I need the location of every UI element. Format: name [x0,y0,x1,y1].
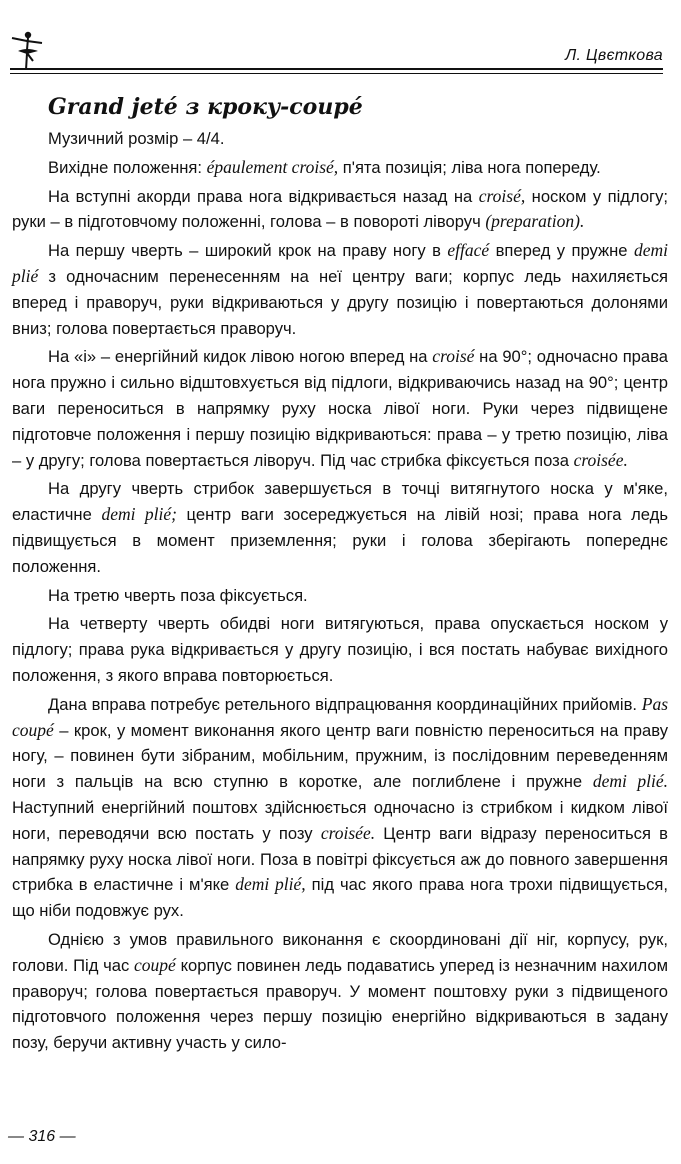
paragraph [12,927,668,1056]
paragraph-text: вперед у пружне [489,241,634,261]
paragraph: На третю чверть поза фіксується. [48,585,308,605]
paragraph-text: п'ята позиція; ліва нога попереду. [338,157,601,177]
paragraph-text: корпус повинен ледь подаватись уперед із незначним нахилом праворуч; голова повертається праворуч. У момент поштовху руки з підвищеного підготовчого положення через першу позицію енергійно відкриваються в задану позу, беручи активну участь у сило- [12,955,668,1053]
term-italic: croisé [432,346,475,367]
paragraph: На четверту чверть обидві ноги витягуються, права опускається носком у підлогу; права рука відкривається у другу позицію, і вся постать набуває вихідного положення, з якого вправа повторюється. [12,614,668,685]
term-italic: (preparation). [485,211,585,232]
page-body [12,92,668,1059]
term-italic: croisé, [478,185,526,206]
paragraph-text: носком у підлогу; руки – в підготовчому положенні, голова – в повороті ліворуч [12,186,669,232]
page-header [0,0,681,80]
paragraph-text: Дана вправа потребує ретельного відпрацювання координаційних прийомів. [48,694,642,714]
header-rule-thick [10,68,663,70]
paragraph [12,476,668,579]
header-rule-thin [10,73,663,74]
term-italic: coupé [134,954,176,975]
term-italic: demi plié [12,240,668,286]
paragraph-text: під час якого права нога трохи підвищується, що ніби подовжує рух. [12,875,668,921]
paragraph [12,155,668,181]
paragraph-text: На другу чверть стрибок завершується в точці витягнутого носка у м'яке, еластичне [12,479,668,525]
paragraph [12,344,668,473]
paragraph-text: центр ваги зосереджується на лівій нозі; права нога ледь підвищується в момент приземлення; руки і голова зберігають попереднє положення. [12,505,668,576]
term-italic: demi plié; [101,504,177,525]
paragraph-text: Вихідне положення: [48,157,207,177]
term-italic: épaulement croisé, [206,156,339,177]
paragraph-text: На «і» – енергійний кидок лівою ногою вперед на [48,347,433,367]
paragraph: Музичний розмір – 4/4. [48,129,225,148]
section-title: Grand jeté з кроку-coupé [48,94,363,120]
paragraph [12,238,668,341]
paragraph-text: з одночасним перенесенням на неї центру ваги; корпус ледь нахиляється вперед і праворуч, руки відкриваються у другу позицію і повертаються долонями вниз; голова повертається праворуч. [12,266,668,338]
ballerina-icon [6,26,50,74]
term-italic: croisée. [573,449,628,470]
paragraph-text: – крок, у момент виконання якого центр ваги повністю переноситься на праву ногу, – повинен бути зібраним, мобільним, пружним, із послідовним переведенням ноги з пальців на всю ступню в коротке, але поглиблене і пружне [12,720,668,792]
page-number: — 316 — [8,1128,76,1145]
paragraph-text: На вступні акорди права нога відкривається назад на [48,186,479,206]
paragraph-text: Однією з умов правильного виконання є скоординовані дії ніг, корпусу, рук, голови. Під час [12,929,668,975]
term-italic: demi plié, [235,874,306,895]
paragraph-text: Наступний енергійний поштовх здійснюється одночасно із стрибком і кидком лівої ноги, переводячи всю постать у позу [12,797,668,843]
paragraph [12,184,668,236]
author-name: Л. Цвєткова [565,47,663,64]
paragraph-text: Центр ваги відразу переноситься в напрямку руху носка лівої ноги. Поза в повітрі фіксується аж до повного завершення стрибка в еластичне і м'яке [12,823,669,895]
paragraph [12,692,668,924]
paragraph-text: на 90°; одночасно права нога пружно і сильно відштовхується від підлоги, відкриваючись назад на 90°; центр ваги переноситься в напрямку руху носка лівої ноги. Руки через підвищене підготовче положення і першу позицію відкриваються: права – у третю позицію, ліва – у другу; голова повертається ліворуч. Під час стрибка фіксується поза [12,347,668,470]
term-italic: croisée. [320,822,376,843]
term-italic: effacé [447,240,490,261]
term-italic: Pas coupé [12,693,668,740]
term-italic: demi plié. [592,771,668,792]
paragraph-text: На першу чверть – широкий крок на праву ногу в [48,241,448,261]
